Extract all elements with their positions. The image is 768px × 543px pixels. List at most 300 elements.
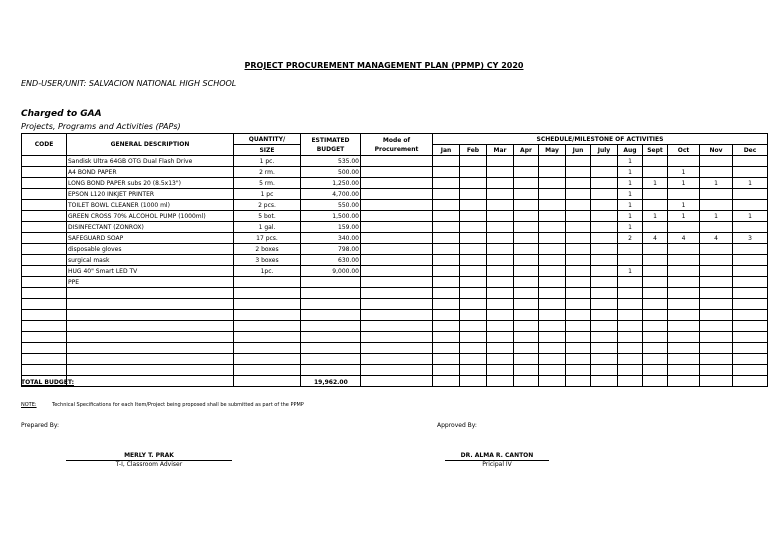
note-text: Technical Specifications for each Item/Project being proposed shall be submitted as part of the PPMP (52, 402, 304, 408)
empty-cell (668, 354, 700, 365)
header-quantity: QUANTITY/ (234, 134, 301, 145)
code-cell (22, 178, 67, 189)
empty-cell (514, 354, 539, 365)
month-cell (460, 244, 487, 255)
empty-cell (460, 332, 487, 343)
month-cell: 3 (733, 233, 768, 244)
empty-cell (460, 354, 487, 365)
empty-cell (234, 299, 301, 310)
month-cell (514, 200, 539, 211)
header-month-aug: Aug (618, 145, 643, 156)
empty-cell (591, 288, 618, 299)
table-row-empty (22, 376, 768, 387)
month-cell (487, 244, 514, 255)
description-cell: LONG BOND PAPER subs 20 (8.5x13") (67, 178, 234, 189)
month-cell (700, 244, 733, 255)
empty-cell (67, 365, 234, 376)
month-cell (700, 222, 733, 233)
preparer-name: MERLY T. PRAK (124, 452, 174, 459)
empty-cell (700, 310, 733, 321)
month-cell (566, 200, 591, 211)
month-cell: 4 (700, 233, 733, 244)
empty-cell (361, 332, 433, 343)
empty-cell (618, 354, 643, 365)
header-month-feb: Feb (460, 145, 487, 156)
header-description: GENERAL DESCRIPTION (67, 134, 234, 156)
mode-cell (361, 211, 433, 222)
empty-cell (566, 299, 591, 310)
empty-cell (668, 321, 700, 332)
empty-cell (433, 354, 460, 365)
month-cell (433, 277, 460, 288)
header-month-jan: Jan (433, 145, 460, 156)
empty-cell (668, 376, 700, 387)
month-cell (566, 233, 591, 244)
month-cell: 1 (668, 178, 700, 189)
budget-cell (301, 277, 361, 288)
empty-cell (301, 299, 361, 310)
empty-cell (487, 288, 514, 299)
empty-cell (539, 321, 566, 332)
description-cell: EPSON L120 INKJET PRINTER (67, 189, 234, 200)
empty-cell (618, 343, 643, 354)
empty-cell (514, 310, 539, 321)
month-cell (433, 244, 460, 255)
empty-cell (22, 310, 67, 321)
month-cell (591, 189, 618, 200)
quantity-cell: 2 pcs. (234, 200, 301, 211)
table-row-empty (22, 354, 768, 365)
code-cell (22, 266, 67, 277)
month-cell: 1 (733, 178, 768, 189)
empty-cell (67, 376, 234, 387)
empty-cell (668, 343, 700, 354)
month-cell: 1 (618, 178, 643, 189)
month-cell (433, 266, 460, 277)
month-cell: 1 (618, 167, 643, 178)
empty-cell (514, 299, 539, 310)
month-cell (700, 255, 733, 266)
empty-cell (618, 376, 643, 387)
empty-cell (514, 365, 539, 376)
end-user-unit: END-USER/UNIT: SALVACION NATIONAL HIGH SCHOOL (21, 79, 237, 88)
empty-cell (22, 321, 67, 332)
empty-cell (22, 299, 67, 310)
month-cell (514, 244, 539, 255)
month-cell (618, 255, 643, 266)
description-cell: surgical mask (67, 255, 234, 266)
month-cell (460, 222, 487, 233)
month-cell: 1 (618, 200, 643, 211)
empty-cell (460, 376, 487, 387)
code-cell (22, 233, 67, 244)
month-cell: 1 (618, 222, 643, 233)
code-cell (22, 277, 67, 288)
month-cell (433, 178, 460, 189)
empty-cell (460, 343, 487, 354)
table-row (22, 277, 768, 288)
empty-cell (22, 365, 67, 376)
description-cell: DISINFECTANT (ZONROX) (67, 222, 234, 233)
description-cell: A4 BOND PAPER (67, 167, 234, 178)
month-cell (487, 178, 514, 189)
description-cell: disposable gloves (67, 244, 234, 255)
empty-cell (487, 365, 514, 376)
month-cell (487, 200, 514, 211)
header-code: CODE (22, 134, 67, 156)
empty-cell (566, 321, 591, 332)
month-cell (460, 200, 487, 211)
month-cell (591, 266, 618, 277)
table-row (22, 211, 768, 222)
empty-cell (733, 310, 768, 321)
empty-cell (618, 299, 643, 310)
month-cell (733, 156, 768, 167)
month-cell (591, 255, 618, 266)
month-cell (668, 266, 700, 277)
description-cell: PPE (67, 277, 234, 288)
empty-cell (514, 332, 539, 343)
preparer-signature-block (66, 452, 232, 468)
month-cell (433, 167, 460, 178)
header-schedule: SCHEDULE/MILESTONE OF ACTIVITIES (433, 134, 768, 145)
month-cell (700, 200, 733, 211)
empty-cell (361, 288, 433, 299)
header-month-july: July (591, 145, 618, 156)
budget-cell: 500.00 (301, 167, 361, 178)
empty-cell (700, 321, 733, 332)
month-cell (539, 189, 566, 200)
empty-cell (487, 332, 514, 343)
empty-cell (301, 354, 361, 365)
empty-cell (591, 332, 618, 343)
month-cell (433, 156, 460, 167)
month-cell (460, 189, 487, 200)
month-cell (591, 156, 618, 167)
table-row (22, 233, 768, 244)
month-cell (487, 266, 514, 277)
note-label: NOTE: (21, 402, 37, 408)
empty-cell (234, 332, 301, 343)
month-cell (643, 200, 668, 211)
empty-cell (234, 343, 301, 354)
month-cell (433, 233, 460, 244)
empty-cell (460, 321, 487, 332)
page-title: PROJECT PROCUREMENT MANAGEMENT PLAN (PPMP) CY 2020 (244, 61, 524, 70)
quantity-cell: 1pc. (234, 266, 301, 277)
month-cell (539, 156, 566, 167)
month-cell (433, 222, 460, 233)
empty-cell (700, 376, 733, 387)
empty-cell (487, 343, 514, 354)
month-cell: 1 (733, 211, 768, 222)
empty-cell (700, 354, 733, 365)
empty-cell (301, 332, 361, 343)
month-cell (566, 167, 591, 178)
empty-cell (668, 288, 700, 299)
month-cell (591, 222, 618, 233)
month-cell (514, 277, 539, 288)
empty-cell (539, 343, 566, 354)
quantity-cell: 17 pcs. (234, 233, 301, 244)
month-cell (733, 222, 768, 233)
header-month-jun: Jun (566, 145, 591, 156)
month-cell (566, 189, 591, 200)
empty-cell (67, 288, 234, 299)
month-cell (643, 277, 668, 288)
empty-cell (591, 310, 618, 321)
paps-label: Projects, Programs and Activities (PAPs) (21, 122, 181, 131)
month-cell (643, 222, 668, 233)
empty-cell (733, 288, 768, 299)
empty-cell (487, 321, 514, 332)
month-cell (668, 189, 700, 200)
empty-cell (514, 343, 539, 354)
description-cell: GREEN CROSS 70% ALCOHOL PUMP (1000ml) (67, 211, 234, 222)
total-budget-value: 19,962.00 (314, 379, 348, 386)
budget-cell: 159.00 (301, 222, 361, 233)
mode-cell (361, 255, 433, 266)
empty-cell (618, 332, 643, 343)
month-cell (539, 222, 566, 233)
header-budget: ESTIMATED BUDGET (301, 134, 361, 156)
month-cell (460, 255, 487, 266)
header-month-mar: Mar (487, 145, 514, 156)
mode-cell (361, 244, 433, 255)
month-cell (460, 156, 487, 167)
empty-cell (433, 310, 460, 321)
month-cell: 4 (643, 233, 668, 244)
month-cell: 1 (668, 200, 700, 211)
empty-cell (22, 332, 67, 343)
empty-cell (643, 354, 668, 365)
budget-cell: 9,000.00 (301, 266, 361, 277)
month-cell (514, 211, 539, 222)
month-cell: 1 (668, 211, 700, 222)
table-row-empty (22, 332, 768, 343)
empty-cell (487, 376, 514, 387)
empty-cell (539, 354, 566, 365)
month-cell: 4 (668, 233, 700, 244)
mode-cell (361, 178, 433, 189)
month-cell (539, 233, 566, 244)
month-cell (487, 189, 514, 200)
month-cell (539, 244, 566, 255)
empty-cell (433, 376, 460, 387)
month-cell (433, 255, 460, 266)
table-row (22, 200, 768, 211)
mode-cell (361, 200, 433, 211)
table-row-empty (22, 343, 768, 354)
empty-cell (67, 354, 234, 365)
empty-cell (643, 299, 668, 310)
empty-cell (566, 288, 591, 299)
quantity-cell: 1 gal. (234, 222, 301, 233)
mode-cell (361, 156, 433, 167)
table-row (22, 189, 768, 200)
table-row-empty (22, 310, 768, 321)
empty-cell (566, 354, 591, 365)
empty-cell (460, 288, 487, 299)
empty-cell (643, 321, 668, 332)
month-cell (733, 266, 768, 277)
empty-cell (67, 332, 234, 343)
budget-cell: 4,700.00 (301, 189, 361, 200)
code-cell (22, 244, 67, 255)
budget-cell: 1,250.00 (301, 178, 361, 189)
month-cell: 1 (700, 178, 733, 189)
empty-cell (643, 332, 668, 343)
empty-cell (234, 365, 301, 376)
empty-cell (433, 332, 460, 343)
month-cell (487, 277, 514, 288)
empty-cell (733, 354, 768, 365)
month-cell (487, 222, 514, 233)
month-cell: 1 (668, 167, 700, 178)
month-cell (460, 277, 487, 288)
empty-cell (591, 376, 618, 387)
empty-cell (460, 299, 487, 310)
empty-cell (566, 310, 591, 321)
code-cell (22, 189, 67, 200)
empty-cell (67, 321, 234, 332)
empty-cell (514, 288, 539, 299)
preparer-position: T-I, Classroom Adviser (66, 460, 232, 468)
empty-cell (618, 288, 643, 299)
month-cell (487, 233, 514, 244)
month-cell (539, 167, 566, 178)
month-cell (591, 277, 618, 288)
month-cell (566, 277, 591, 288)
month-cell (643, 244, 668, 255)
empty-cell (591, 321, 618, 332)
empty-cell (433, 365, 460, 376)
mode-cell (361, 167, 433, 178)
empty-cell (460, 365, 487, 376)
month-cell (433, 211, 460, 222)
budget-cell: 1,500.00 (301, 211, 361, 222)
month-cell (460, 167, 487, 178)
empty-cell (361, 321, 433, 332)
code-cell (22, 222, 67, 233)
empty-cell (643, 365, 668, 376)
month-cell (618, 277, 643, 288)
total-budget-label: TOTAL BUDGET: (21, 379, 74, 386)
month-cell (668, 277, 700, 288)
month-cell (733, 167, 768, 178)
month-cell (733, 244, 768, 255)
empty-cell (733, 365, 768, 376)
month-cell (514, 189, 539, 200)
empty-cell (668, 310, 700, 321)
month-cell (514, 167, 539, 178)
empty-cell (539, 365, 566, 376)
month-cell (643, 255, 668, 266)
empty-cell (591, 343, 618, 354)
quantity-cell: 1 pc. (234, 156, 301, 167)
empty-cell (234, 288, 301, 299)
month-cell (668, 222, 700, 233)
month-cell (514, 178, 539, 189)
table-row (22, 255, 768, 266)
month-cell (566, 178, 591, 189)
month-cell: 1 (700, 211, 733, 222)
mode-cell (361, 266, 433, 277)
month-cell (514, 266, 539, 277)
empty-cell (301, 321, 361, 332)
empty-cell (361, 376, 433, 387)
month-cell (700, 167, 733, 178)
empty-cell (301, 365, 361, 376)
empty-cell (361, 299, 433, 310)
empty-cell (539, 299, 566, 310)
empty-cell (643, 376, 668, 387)
empty-cell (539, 310, 566, 321)
empty-cell (668, 299, 700, 310)
month-cell (668, 156, 700, 167)
month-cell (668, 255, 700, 266)
code-cell (22, 200, 67, 211)
header-month-may: May (539, 145, 566, 156)
code-cell (22, 156, 67, 167)
month-cell (668, 244, 700, 255)
empty-cell (234, 310, 301, 321)
empty-cell (668, 365, 700, 376)
approver-signature-block (445, 452, 549, 468)
month-cell: 1 (643, 211, 668, 222)
month-cell (733, 200, 768, 211)
month-cell (733, 277, 768, 288)
empty-cell (433, 343, 460, 354)
table-row (22, 156, 768, 167)
approver-position: Pricipal IV (445, 460, 549, 468)
code-cell (22, 211, 67, 222)
empty-cell (234, 376, 301, 387)
month-cell (539, 211, 566, 222)
empty-cell (361, 354, 433, 365)
month-cell (487, 211, 514, 222)
month-cell (591, 178, 618, 189)
month-cell (514, 233, 539, 244)
empty-cell (700, 299, 733, 310)
description-cell: TOILET BOWL CLEANER (1000 ml) (67, 200, 234, 211)
month-cell (591, 211, 618, 222)
description-cell: HUG 40" Smart LED TV (67, 266, 234, 277)
approver-name: DR. ALMA R. CANTON (460, 452, 534, 459)
empty-cell (22, 354, 67, 365)
header-size: SIZE (234, 145, 301, 156)
month-cell (487, 167, 514, 178)
empty-cell (514, 376, 539, 387)
approved-by-label: Approved By: (437, 422, 477, 429)
empty-cell (433, 288, 460, 299)
month-cell (566, 222, 591, 233)
month-cell (643, 189, 668, 200)
empty-cell (566, 376, 591, 387)
quantity-cell: 2 boxes (234, 244, 301, 255)
month-cell (514, 156, 539, 167)
month-cell: 1 (643, 178, 668, 189)
empty-cell (591, 299, 618, 310)
month-cell (487, 156, 514, 167)
month-cell (733, 189, 768, 200)
empty-cell (361, 310, 433, 321)
quantity-cell: 5 bot. (234, 211, 301, 222)
month-cell (514, 255, 539, 266)
empty-cell (733, 332, 768, 343)
month-cell (487, 255, 514, 266)
header-month-nov: Nov (700, 145, 733, 156)
